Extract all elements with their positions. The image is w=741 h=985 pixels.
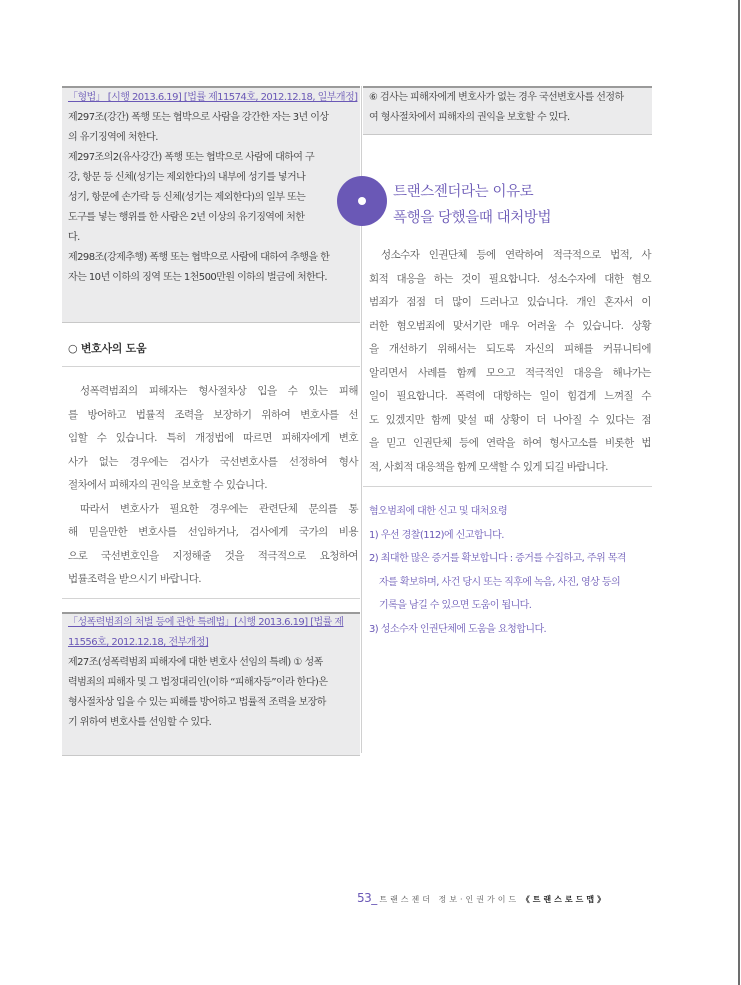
law-line: 강, 항문 등 신체(성기는 제외한다)의 내부에 성기를 넣거나 xyxy=(68,172,306,183)
page-footer xyxy=(357,891,608,905)
section-title-line: 트랜스젠더라는 이유로 xyxy=(393,184,534,200)
law-line: 다. xyxy=(68,232,80,243)
guide-title: 트랜스젠더 정보·인권가이드 xyxy=(379,895,520,904)
paragraph-line: 성폭력범죄의 피해자는 형사절차상 입을 수 있는 피해 xyxy=(80,385,358,397)
paragraph-line: 해 믿을만한 변호사를 선임하거나, 검사에게 국가의 비용 xyxy=(68,526,358,538)
law-line: 여 형사절차에서 피해자의 권익을 보호할 수 있다. xyxy=(369,112,570,123)
paragraph-line: 도 있겠지만 함께 맞설 때 상황이 더 나아질 수 있다는 점 xyxy=(369,413,651,426)
section-separator xyxy=(62,598,360,599)
law-line: 제298조(강제추행) 폭행 또는 협박으로 사람에 대하여 추행을 한 xyxy=(68,252,330,263)
section-separator xyxy=(363,486,652,487)
circle-dot xyxy=(358,197,366,205)
paragraph-line: 적, 사회적 대응책을 함께 모색할 수 있게 되길 바랍니다. xyxy=(369,460,608,473)
paragraph-line: 을 믿고 인권단체 등에 연락을 하여 형사고소를 비롯한 법 xyxy=(369,437,651,449)
paragraph-line: 으로 국선변호인을 지정해줄 것을 적극적으로 요청하여 xyxy=(68,549,358,562)
list-item: 기록을 남길 수 있으면 도움이 됩니다. xyxy=(379,600,532,611)
law-line: 력범죄의 피해자 및 그 법정대리인(이하 “피해자등”이라 한다)은 xyxy=(68,677,328,688)
list-item: 3) 성소수자 인권단체에 도움을 요청합니다. xyxy=(369,623,547,635)
paragraph-line: 성소수자 인권단체 등에 연락하여 적극적으로 법적, 사 xyxy=(381,249,651,261)
section-title-line: 폭행을 당했을때 대처방법 xyxy=(393,210,552,226)
list-item: 자를 확보하며, 사건 당시 또는 직후에 녹음, 사진, 영상 등의 xyxy=(379,576,621,588)
paragraph-line: 알리면서 사례를 함께 모으고 적극적인 대응을 해나가는 xyxy=(369,366,651,379)
paragraph-line: 사가 없는 경우에는 검사가 국선변호사를 선정하여 형사 xyxy=(68,455,358,468)
paragraph-line: 절차에서 피해자의 권익을 보호할 수 있습니다. xyxy=(68,479,267,491)
lawyer-help-paragraph xyxy=(68,380,358,592)
paragraph-line: 임할 수 있습니다. 특히 개정법에 따르면 피해자에게 변호 xyxy=(68,432,358,444)
guide-subtitle: 《트랜스로드맵》 xyxy=(521,895,609,904)
law-citation: 11556호, 2012.12.18, 전부개정] xyxy=(68,637,209,648)
special-act-text xyxy=(68,613,356,733)
page-number: 53_ xyxy=(357,891,377,905)
lawyer-help-heading: ○ 변호사의 도움 xyxy=(68,342,147,355)
list-item: 1) 우선 경찰(112)에 신고합니다. xyxy=(369,529,504,541)
paragraph-line: 회적 대응을 하는 것이 필요합니다. 성소수자에 대한 혐오 xyxy=(369,272,651,285)
heading-separator xyxy=(62,366,360,367)
law-citation: 「성폭력범죄의 처벌 등에 관한 특례법」[시행 2013.6.19] [법률 제 xyxy=(68,617,344,628)
prosecutor-law-text xyxy=(369,88,651,128)
paragraph-line: 러한 혐오범죄에 맞서기란 매우 어려울 수 있습니다. 상황 xyxy=(369,319,651,332)
law-line: 제27조(성폭력범죄 피해자에 대한 변호사 선임의 특례) ① 성폭 xyxy=(68,657,323,668)
law-citation: 「형법」 [시행 2013.6.19] [법률 제11574호, 2012.12.18, 일부개정] xyxy=(68,92,358,103)
law-line: 형사절차상 입을 수 있는 피해를 방어하고 법률적 조력을 보장하 xyxy=(68,697,326,708)
circle-bullet-icon xyxy=(337,176,387,226)
list-item: 2) 최대한 많은 증거를 확보합니다 : 증거를 수집하고, 주위 목격 xyxy=(369,553,626,564)
paragraph-line: 법률조력을 받으시기 바랍니다. xyxy=(68,573,202,585)
law-line: 제297조(강간) 폭행 또는 협박으로 사람을 강간한 자는 3년 이상 xyxy=(68,112,329,123)
section-title xyxy=(393,179,551,231)
report-guide-title: 혐오범죄에 대한 신고 및 대처요령 xyxy=(369,506,508,517)
paragraph-line: 을 개선하기 위해서는 되도록 자신의 피해를 커뮤니티에 xyxy=(369,343,651,355)
paragraph-line: 따라서 변호사가 필요한 경우에는 관련단체 문의를 통 xyxy=(80,502,358,515)
criminal-law-text xyxy=(68,88,356,288)
law-line: ⑥ 검사는 피해자에게 변호사가 없는 경우 국선변호사를 선정하 xyxy=(369,92,624,103)
paragraph-line: 를 방어하고 법률적 조력을 보장하기 위하여 변호사를 선 xyxy=(68,408,358,421)
report-guide-list xyxy=(369,500,653,641)
paragraph-line: 범죄가 점점 더 많이 드러나고 있습니다. 개인 혼자서 이 xyxy=(369,296,651,308)
response-paragraph xyxy=(369,244,651,479)
page-edge-rule xyxy=(738,0,740,985)
law-line: 기 위하여 변호사를 선임할 수 있다. xyxy=(68,717,212,728)
paragraph-line: 일이 필요합니다. 폭력에 대항하는 일이 힘겹게 느껴질 수 xyxy=(369,390,651,402)
law-line: 제297조의2(유사강간) 폭행 또는 협박으로 사람에 대하여 구 xyxy=(68,152,315,163)
law-line: 의 유기징역에 처한다. xyxy=(68,132,158,143)
law-line: 자는 10년 이하의 징역 또는 1천500만원 이하의 벌금에 처한다. xyxy=(68,272,327,283)
law-line: 도구를 넣는 행위를 한 사람은 2년 이상의 유기징역에 처한 xyxy=(68,212,305,223)
law-line: 성기, 항문에 손가락 등 신체(성기는 제외한다)의 일부 또는 xyxy=(68,192,306,203)
